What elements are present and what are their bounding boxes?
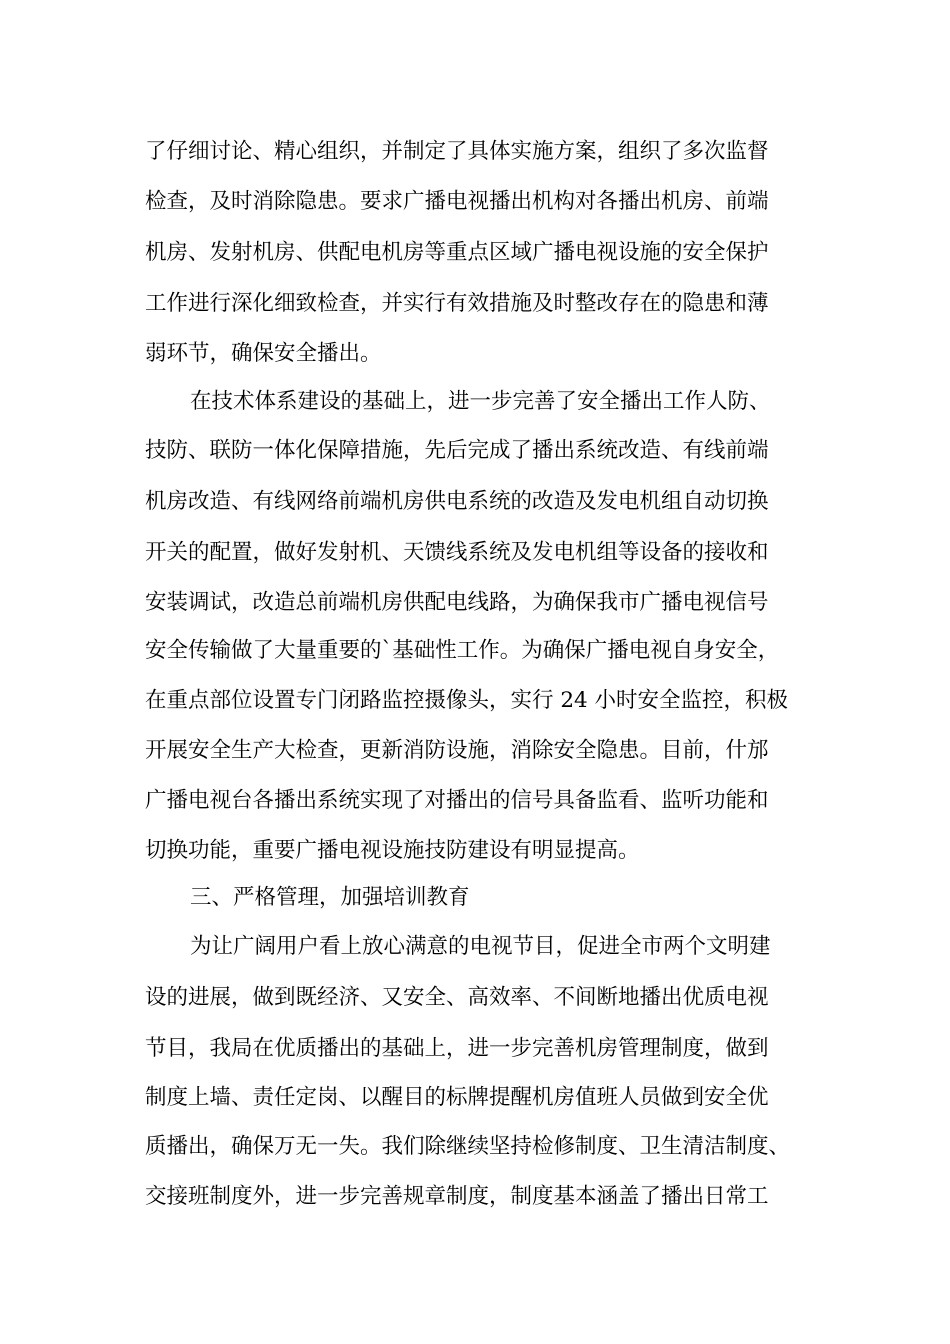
text-line-6: 在技术体系建设的基础上，进一步完善了安全播出工作人防、 — [190, 389, 771, 414]
text-line-7: 技防、联防一体化保障措施，先后完成了播出系统改造、有线前端 — [145, 438, 769, 463]
text-line-22: 交接班制度外，进一步完善规章制度，制度基本涵盖了播出日常工 — [145, 1184, 769, 1209]
text-line-2: 检查，及时消除隐患。要求广播电视播出机构对各播出机房、前端 — [145, 189, 769, 214]
text-line-10: 安装调试，改造总前端机房供配电线路，为确保我市广播电视信号 — [145, 590, 769, 615]
text-line-18: 设的进展，做到既经济、又安全、高效率、不间断地播出优质电视 — [145, 985, 769, 1010]
section-heading: 三、严格管理，加强培训教育 — [190, 885, 470, 910]
text-line-5: 弱环节，确保安全播出。 — [145, 341, 382, 366]
text-line-17: 为让广阔用户看上放心满意的电视节目，促进全市两个文明建 — [190, 934, 771, 959]
text-line-1: 了仔细讨论、精心组织，并制定了具体实施方案，组织了多次监督 — [145, 139, 769, 164]
text-line-11: 安全传输做了大量重要的`基础性工作。为确保广播电视自身安全， — [145, 638, 780, 663]
text-line-20: 制度上墙、责任定岗、以醒目的标牌提醒机房值班人员做到安全优 — [145, 1085, 769, 1110]
text-line-21: 质播出，确保万无一失。我们除继续坚持检修制度、卫生清洁制度、 — [145, 1134, 791, 1159]
text-line-14: 广播电视台各播出系统实现了对播出的信号具备监看、监听功能和 — [145, 788, 769, 813]
text-line-12: 在重点部位设置专门闭路监控摄像头，实行 24 小时安全监控，积极 — [145, 688, 789, 713]
text-line-4: 工作进行深化细致检查，并实行有效措施及时整改存在的隐患和薄 — [145, 291, 769, 316]
text-line-13: 开展安全生产大检查，更新消防设施，消除安全隐患。目前，什邡 — [145, 738, 769, 763]
text-line-3: 机房、发射机房、供配电机房等重点区域广播电视设施的安全保护 — [145, 240, 769, 265]
text-line-19: 节目，我局在优质播出的基础上，进一步完善机房管理制度，做到 — [145, 1036, 769, 1061]
text-line-8: 机房改造、有线网络前端机房供电系统的改造及发电机组自动切换 — [145, 489, 769, 514]
text-line-9: 开关的配置，做好发射机、天馈线系统及发电机组等设备的接收和 — [145, 540, 769, 565]
text-line-15: 切换功能，重要广播电视设施技防建设有明显提高。 — [145, 838, 640, 863]
